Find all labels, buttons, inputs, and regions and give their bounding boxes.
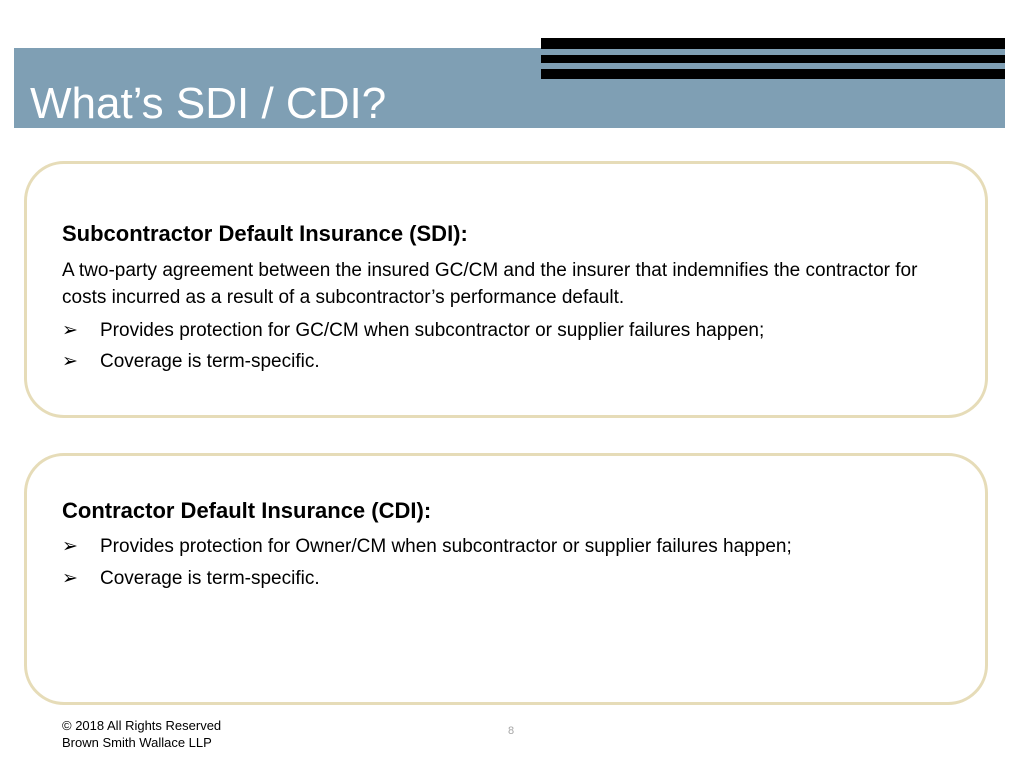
cdi-bullet	[62, 534, 792, 560]
bullet-text: Coverage is term-specific.	[100, 351, 320, 372]
cdi-bullet	[62, 566, 320, 592]
company-name: Brown Smith Wallace LLP	[62, 735, 212, 750]
arrow-bullet-icon: ➢	[62, 568, 78, 589]
sdi-description: A two-party agreement between the insured GC/CM and the insurer that indemnifies the contractor for costs incurred as a result of a subcontractor’s performance default.	[62, 260, 918, 308]
stripe	[541, 55, 1005, 63]
sdi-bullet	[62, 349, 320, 375]
arrow-bullet-icon: ➢	[62, 536, 78, 557]
stripe	[541, 69, 1005, 79]
footer	[62, 717, 221, 751]
sdi-bullet	[62, 318, 764, 344]
bullet-text: Coverage is term-specific.	[100, 568, 320, 589]
arrow-bullet-icon: ➢	[62, 351, 78, 372]
bullet-text: Provides protection for GC/CM when subcontractor or supplier failures happen;	[100, 320, 765, 341]
copyright-text: © 2018 All Rights Reserved	[62, 718, 222, 733]
page-number: 8	[508, 725, 515, 737]
cdi-heading: Contractor Default Insurance (CDI):	[62, 498, 432, 523]
bullet-text: Provides protection for Owner/CM when subcontractor or supplier failures happen;	[100, 536, 792, 557]
arrow-bullet-icon: ➢	[62, 320, 78, 341]
decorative-stripes	[541, 38, 1005, 80]
sdi-heading: Subcontractor Default Insurance (SDI):	[62, 221, 468, 246]
slide-title: What’s SDI / CDI?	[30, 79, 387, 128]
stripe	[541, 38, 1005, 49]
